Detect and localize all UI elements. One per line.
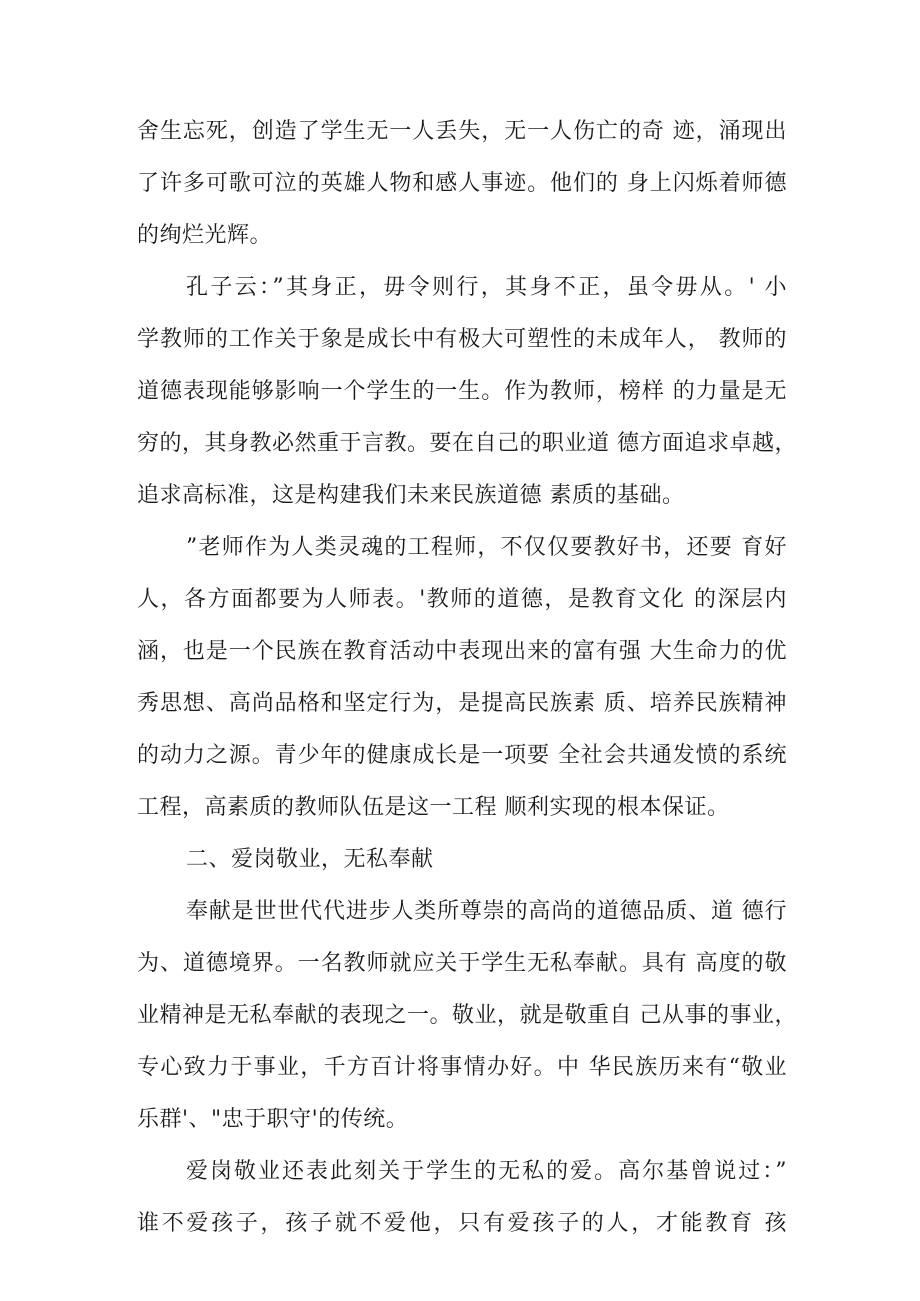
paragraph-line: ”老师作为人类灵魂的工程师，不仅仅要教好书，还要 育好 xyxy=(186,535,787,560)
paragraph-line: 乐群'、"忠于职守'的传统。 xyxy=(137,1107,409,1132)
paragraph-line: 孔子云：”其身正，毋令则行，其身不正，虽令毋从。' 小 xyxy=(186,275,787,300)
paragraph-line: 的绚烂光辉。 xyxy=(137,223,273,248)
paragraph-line: 爱岗敬业还表此刻关于学生的无私的爱。高尔基曾说过：” xyxy=(186,1159,787,1184)
paragraph-line: 工程，高素质的教师队伍是这一工程 顺利实现的根本保证。 xyxy=(137,795,730,820)
paragraph-line: 为、道德境界。一名教师就应关于学生无私奉献。具有 高度的敬 xyxy=(137,951,787,976)
paragraph-line: 的动力之源。青少年的健康成长是一项要 全社会共通发愤的系统 xyxy=(137,743,787,768)
paragraph-line: 秀思想、高尚品格和坚定行为，是提高民族素 质、培养民族精神 xyxy=(137,691,787,716)
paragraph-line: 追求高标准，这是构建我们未来民族道德 素质的基础。 xyxy=(137,483,685,508)
paragraph-line: 学教师的工作关于象是成长中有极大可塑性的未成年人， 教师的 xyxy=(137,327,787,352)
paragraph-line: 道德表现能够影响一个学生的一生。作为教师，榜样 的力量是无 xyxy=(137,379,787,404)
paragraph-line: 舍生忘死，创造了学生无一人丢失，无一人伤亡的奇 迹，涌现出 xyxy=(137,119,787,144)
section-heading: 二、爱岗敬业，无私奉献 xyxy=(186,847,434,872)
paragraph-line: 穷的，其身教必然重于言教。要在自己的职业道 德方面追求卓越， xyxy=(137,431,797,456)
paragraph-line: 专心致力于事业，千方百计将事情办好。中 华民族历来有“敬业 xyxy=(137,1055,787,1080)
paragraph-line: 涵，也是一个民族在教育活动中表现出来的富有强 大生命力的优 xyxy=(137,639,787,664)
paragraph-line: 人，各方面都要为人师表。'教师的道德，是教育文化 的深层内 xyxy=(137,587,787,612)
paragraph-line: 了许多可歌可泣的英雄人物和感人事迹。他们的 身上闪烁着师德 xyxy=(137,171,787,196)
paragraph-line: 奉献是世世代代进步人类所尊崇的高尚的道德品质、道 德行 xyxy=(186,899,787,924)
paragraph-line: 谁不爱孩子，孩子就不爱他，只有爱孩子的人，才能教育 孩 xyxy=(137,1211,787,1236)
paragraph-line: 业精神是无私奉献的表现之一。敬业，就是敬重自 己从事的事业， xyxy=(137,1003,797,1028)
